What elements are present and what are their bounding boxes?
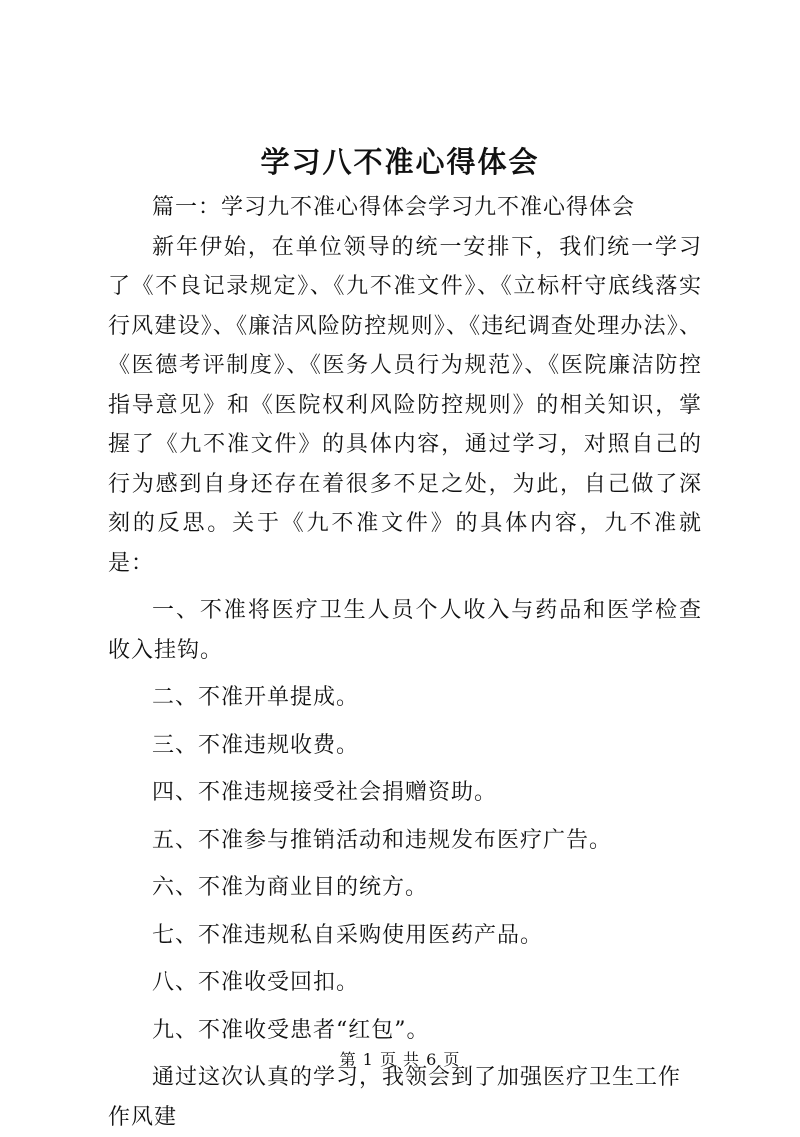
list-item-9: 九、不准收受患者“红包”。 [152, 1017, 430, 1043]
page-number-footer: 第 1 页 共 6 页 [339, 1050, 461, 1069]
document-body [108, 188, 702, 1137]
list-item-1: 一、不准将医疗卫生人员个人收入与药品和医学检查收入挂钩。 [108, 598, 702, 663]
list-item-3: 三、不准违规收费。 [152, 732, 360, 758]
section-heading: 篇一：学习九不准心得体会学习九不准心得体会 [152, 195, 636, 220]
document-title: 学习八不准心得体会 [260, 145, 540, 179]
list-item-2: 二、不准开单提成。 [152, 685, 360, 710]
closing-paragraph: 通过这次认真的学习，我领会到了加强医疗卫生工作作风建 [108, 1065, 682, 1130]
list-item-7: 七、不准违规私自采购使用医药产品。 [152, 922, 544, 948]
list-item-8: 八、不准收受回扣。 [152, 970, 360, 995]
list-item-6: 六、不准为商业目的统方。 [152, 875, 429, 900]
list-item-5: 五、不准参与推销活动和违规发布医疗广告。 [152, 827, 613, 853]
intro-paragraph: 新年伊始，在单位领导的统一安排下，我们统一学习了《不良记录规定》、《九不准文件》、《立标杆守底线落实行风建设》、《廉洁风险防控规则》、《违纪调查处理办法》、《医德考评制度》、《医务人员行为规范》、《医院廉洁防控指导意见》和《医院权利风险防控规则》的相关知识，掌握了《九不准文件》的具体内容，通过学习，对照自己的行为感到自身还存在着很多不足之处，为此，自己做了深刻的反思。关于《九不准文件》的具体内容，九不准就是： [108, 234, 702, 576]
list-item-4: 四、不准违规接受社会捐赠资助。 [152, 780, 498, 805]
